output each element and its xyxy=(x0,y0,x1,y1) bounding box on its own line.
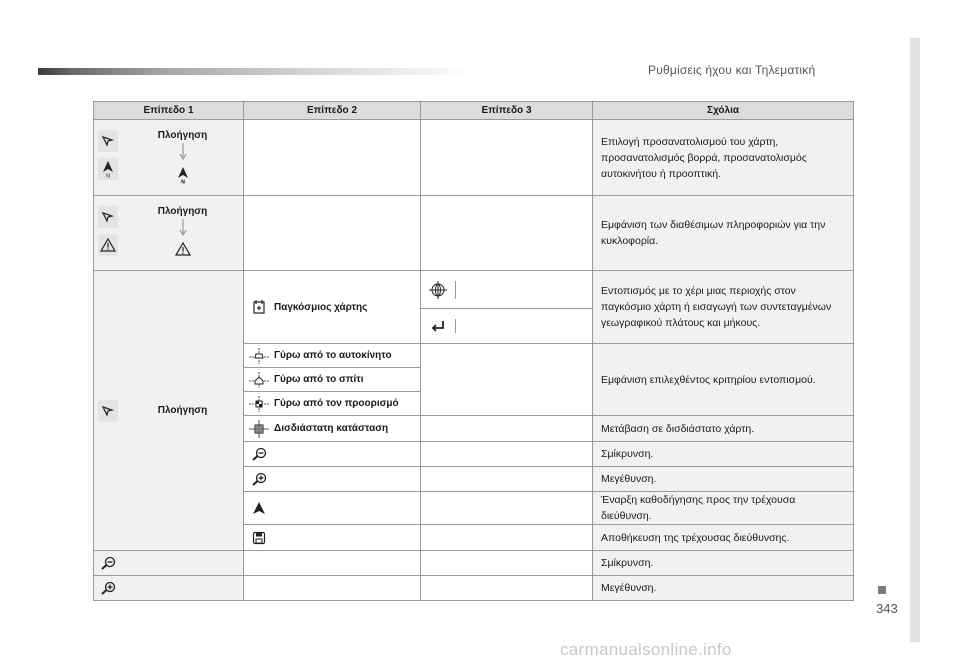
around-destination-label: Γύρω από τον προορισμό xyxy=(274,398,399,409)
nav-arrow-icon[interactable] xyxy=(98,130,118,152)
header-gradient-bar xyxy=(38,68,474,75)
save-icon[interactable] xyxy=(244,531,274,545)
north-arrow-icon xyxy=(98,158,118,180)
table-row xyxy=(94,196,854,271)
comment-cell: Έναρξη καθοδήγησης προς την τρέχουσα διεύθυνση. xyxy=(593,492,854,525)
around-home-label: Γύρω από το σπίτι xyxy=(274,374,364,385)
zoom-in-icon[interactable] xyxy=(94,580,122,596)
table-row xyxy=(94,271,854,309)
table-row xyxy=(94,120,854,196)
settings-table xyxy=(93,101,854,601)
zoom-in-icon[interactable] xyxy=(244,471,274,487)
side-strip xyxy=(910,38,920,642)
home-icon[interactable] xyxy=(244,372,274,388)
section-title: Ρυθμίσεις ήχου και Τηλεματική xyxy=(648,63,816,77)
nav-arrow-icon[interactable] xyxy=(98,400,118,422)
comment-cell: Επιλογή προσανατολισμού του χάρτη, προσανατολισμός βορρά, προσανατολισμός αυτοκινήτου ή προοπτική. xyxy=(593,120,854,196)
comment-cell: Εντοπισμός με το χέρι μιας περιοχής στον παγκόσμιο χάρτη ή εισαγωγή των συντεταγμένων γεωγραφικού πλάτους και μήκους. xyxy=(593,271,854,344)
around-car-label: Γύρω από το αυτοκίνητο xyxy=(274,350,392,361)
comment-cell: Μετάβαση σε δισδιάστατο χάρτη. xyxy=(593,416,854,442)
comment-cell: Σμίκρυνση. xyxy=(593,551,854,576)
warning-triangle-icon[interactable] xyxy=(175,242,191,259)
svg-text:N: N xyxy=(180,179,185,184)
level1-label: Πλοήγηση xyxy=(157,206,208,217)
nav-arrow-icon[interactable] xyxy=(98,206,118,228)
world-map-label: Παγκόσμιος χάρτης xyxy=(274,301,368,313)
zoom-out-icon[interactable] xyxy=(94,555,122,571)
table-row xyxy=(94,576,854,601)
level1-label: Πλοήγηση xyxy=(157,130,208,141)
svg-text:N: N xyxy=(106,173,110,178)
two-d-label: Δισδιάστατη κατάσταση xyxy=(274,423,389,434)
comment-cell: Μεγέθυνση. xyxy=(593,576,854,601)
comment-cell: Σμίκρυνση. xyxy=(593,442,854,467)
zoom-out-icon[interactable] xyxy=(244,446,274,462)
comment-cell: Αποθήκευση της τρέχουσας διεύθυνσης. xyxy=(593,525,854,551)
comment-cell: Μεγέθυνση. xyxy=(593,467,854,492)
north-arrow-icon[interactable] xyxy=(176,166,190,187)
watermark: carmanualsonline.info xyxy=(560,640,732,659)
col-header: Επίπεδο 2 xyxy=(244,102,421,120)
page-marker xyxy=(878,586,886,594)
comment-cell: Εμφάνιση επιλεχθέντος κριτηρίου εντοπισμού. xyxy=(593,344,854,416)
warning-triangle-icon xyxy=(98,234,118,256)
world-map-icon[interactable] xyxy=(244,299,274,315)
destination-icon[interactable] xyxy=(244,396,274,412)
page-number: 343 xyxy=(876,601,898,616)
arrow-down-icon xyxy=(178,143,188,164)
car-position-icon[interactable] xyxy=(244,348,274,364)
guidance-icon[interactable] xyxy=(244,501,274,515)
level1-label: Πλοήγηση xyxy=(157,405,208,416)
grid-2d-icon[interactable] xyxy=(244,420,274,438)
col-header: Επίπεδο 3 xyxy=(421,102,593,120)
table-header-row xyxy=(94,102,854,120)
globe-icon[interactable] xyxy=(421,281,456,299)
col-header: Σχόλια xyxy=(593,102,854,120)
comment-cell: Εμφάνιση των διαθέσιμων πληροφοριών για την κυκλοφορία. xyxy=(593,196,854,271)
table-row xyxy=(94,551,854,576)
col-header: Επίπεδο 1 xyxy=(94,102,244,120)
enter-icon[interactable] xyxy=(421,319,456,333)
arrow-down-icon xyxy=(178,219,188,240)
